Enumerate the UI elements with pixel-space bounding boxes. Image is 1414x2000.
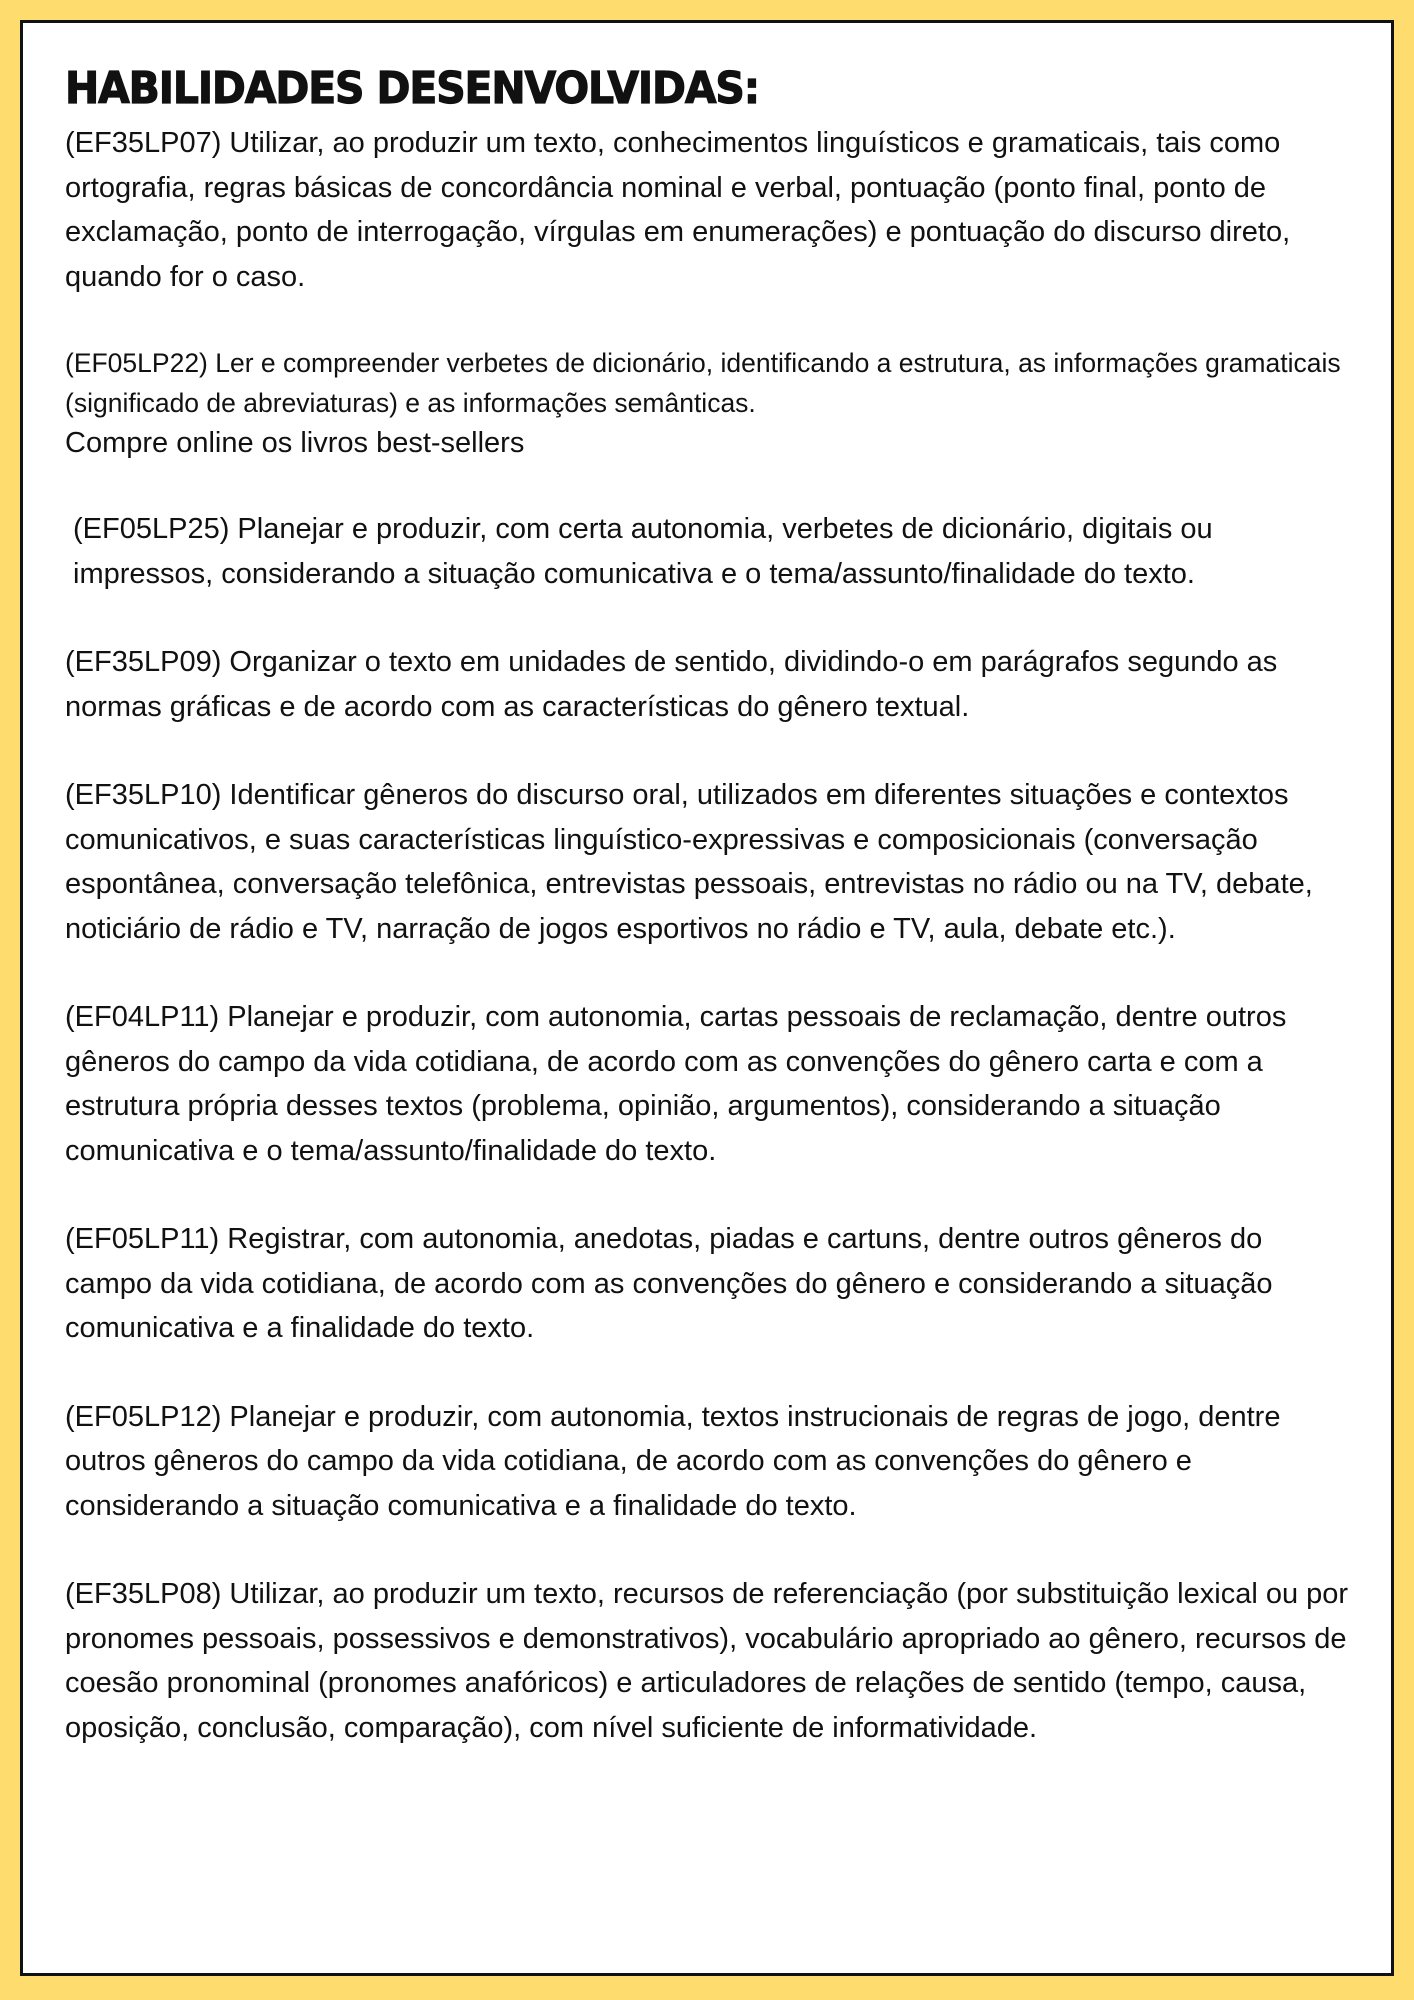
skill-ef05lp22: (EF05LP22) Ler e compreender verbetes de dicionário, identificando a estrutura, as informações gramaticais (significado de abreviaturas) e as informações semânticas. (65, 348, 1341, 419)
skill-ef35lp09: (EF35LP09) Organizar o texto em unidades de sentido, dividindo-o em parágrafos segundo as normas gráficas e de acordo com as características do gênero textual. (65, 646, 1278, 723)
page-title: HABILIDADES DESENVOLVIDAS: (65, 63, 760, 114)
ad-line: Compre online os livros best-sellers (65, 427, 525, 460)
skill-ef35lp10: (EF35LP10) Identificar gêneros do discurso oral, utilizados em diferentes situações e contextos comunicativos, e suas características linguístico-expressivas e composicionais (conversação espontânea, conversação telefônica, entrevistas pessoais, entrevistas no rádio ou na TV, debate, noticiário de rádio e TV, narração de jogos esportivos no rádio e TV, aula, debate etc.). (65, 779, 1313, 945)
skill-ef04lp11: (EF04LP11) Planejar e produzir, com autonomia, cartas pessoais de reclamação, dentre outros gêneros do campo da vida cotidiana, de acordo com as convenções do gênero carta e com a estrutura própria desses textos (problema, opinião, argumentos), considerando a situação comunicativa e o tema/assunto/finalidade do texto. (65, 1001, 1287, 1167)
skill-ef05lp11: (EF05LP11) Registrar, com autonomia, anedotas, piadas e cartuns, dentre outros gêneros do campo da vida cotidiana, de acordo com as convenções do gênero e considerando a situação comunicativa e a finalidade do texto. (65, 1223, 1273, 1345)
skill-ef05lp25: (EF05LP25) Planejar e produzir, com certa autonomia, verbetes de dicionário, digitais ou impressos, considerando a situação comunicativa e o tema/assunto/finalidade do texto. (73, 513, 1213, 590)
skill-ef35lp07: (EF35LP07) Utilizar, ao produzir um texto, conhecimentos linguísticos e gramaticais, tais como ortografia, regras básicas de concordância nominal e verbal, pontuação (ponto final, ponto de exclamação, ponto de interrogação, vírgulas em enumerações) e pontuação do discurso direto, quando for o caso. (65, 127, 1291, 293)
skill-ef05lp12: (EF05LP12) Planejar e produzir, com autonomia, textos instrucionais de regras de jogo, dentre outros gêneros do campo da vida cotidiana, de acordo com as convenções do gênero e considerando a situação comunicativa e a finalidade do texto. (65, 1400, 1281, 1522)
skill-ef35lp08: (EF35LP08) Utilizar, ao produzir um texto, recursos de referenciação (por substituição lexical ou por pronomes pessoais, possessivos e demonstrativos), vocabulário apropriado ao gênero, recursos de coesão pronominal (pronomes anafóricos) e articuladores de relações de sentido (tempo, causa, oposição, conclusão, comparação), com nível suficiente de informatividade. (65, 1578, 1349, 1744)
document-sheet (20, 20, 1394, 1976)
